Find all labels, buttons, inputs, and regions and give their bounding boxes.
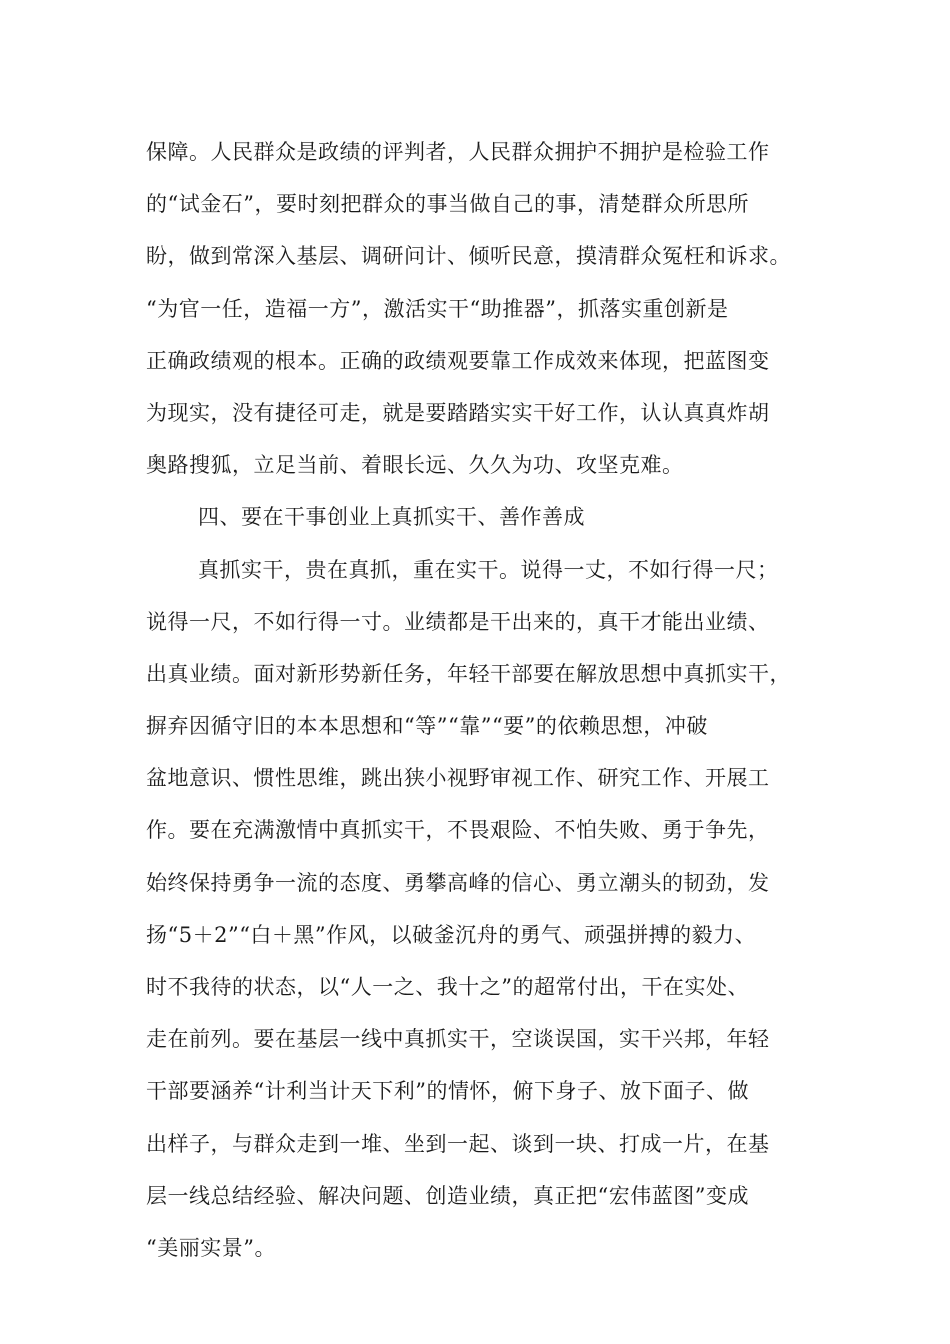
text-line: 干部要涵养“计利当计天下利”的情怀，俯下身子、放下面子、做 <box>146 1079 749 1104</box>
text-line: 奥路搜狐，立足当前、着眼长远、久久为功、攻坚克难。 <box>146 453 684 478</box>
text-line: 保障。人民群众是政绩的评判者，人民群众拥护不拥护是检验工作 <box>146 140 770 164</box>
body-text <box>146 126 826 1274</box>
text-line: 扬“5＋2”“白＋黑”作风，以破釜沉舟的勇气、顽强拼搏的毅力、 <box>146 922 757 947</box>
text-line: 作。要在充满激情中真抓实干，不畏艰险、不怕失败、勇于争先， <box>146 818 770 843</box>
text-line: 的“试金石”，要时刻把群众的事当做自己的事，清楚群众所思所 <box>146 192 749 217</box>
text-line: “为官一任，造福一方”，激活实干“助推器”，抓落实重创新是 <box>146 296 729 321</box>
text-line: 为现实，没有捷径可走，就是要踏踏实实干好工作，认认真真炸胡 <box>146 400 770 425</box>
text-line: 走在前列。要在基层一线中真抓实干，空谈误国，实干兴邦，年轻 <box>146 1027 770 1052</box>
text-line: 时不我待的状态，以“人一之、我十之”的超常付出，干在实处、 <box>146 975 749 999</box>
text-line: “美丽实景”。 <box>146 1235 276 1260</box>
text-line: 出样子，与群众走到一堆、坐到一起、谈到一块、打成一片，在基 <box>146 1131 770 1156</box>
text-line: 出真业绩。面对新形势新任务，年轻干部要在解放思想中真抓实干， <box>146 661 791 686</box>
text-line: 盼，做到常深入基层、调研问计、倾听民意，摸清群众冤枉和诉求。 <box>146 244 791 269</box>
text-line: 正确政绩观的根本。正确的政绩观要靠工作成效来体现，把蓝图变 <box>146 348 770 373</box>
text-line: 说得一尺，不如行得一寸。业绩都是干出来的，真干才能出业绩、 <box>146 609 770 634</box>
text-line: 层一线总结经验、解决问题、创造业绩，真正把“宏伟蓝图”变成 <box>146 1183 749 1208</box>
text-line: 摒弃因循守旧的本本思想和“等”“靠”“要”的依赖思想，冲破 <box>146 714 708 739</box>
paragraph-first-line: 真抓实干，贵在真抓，重在实干。说得一丈，不如行得一尺； <box>198 557 779 582</box>
text-line: 盆地意识、惯性思维，跳出狭小视野审视工作、研究工作、开展工 <box>146 766 770 791</box>
text-line: 始终保持勇争一流的态度、勇攀高峰的信心、勇立潮头的韧劲，发 <box>146 870 770 895</box>
section-heading: 四、要在干事创业上真抓实干、善作善成 <box>198 505 585 530</box>
